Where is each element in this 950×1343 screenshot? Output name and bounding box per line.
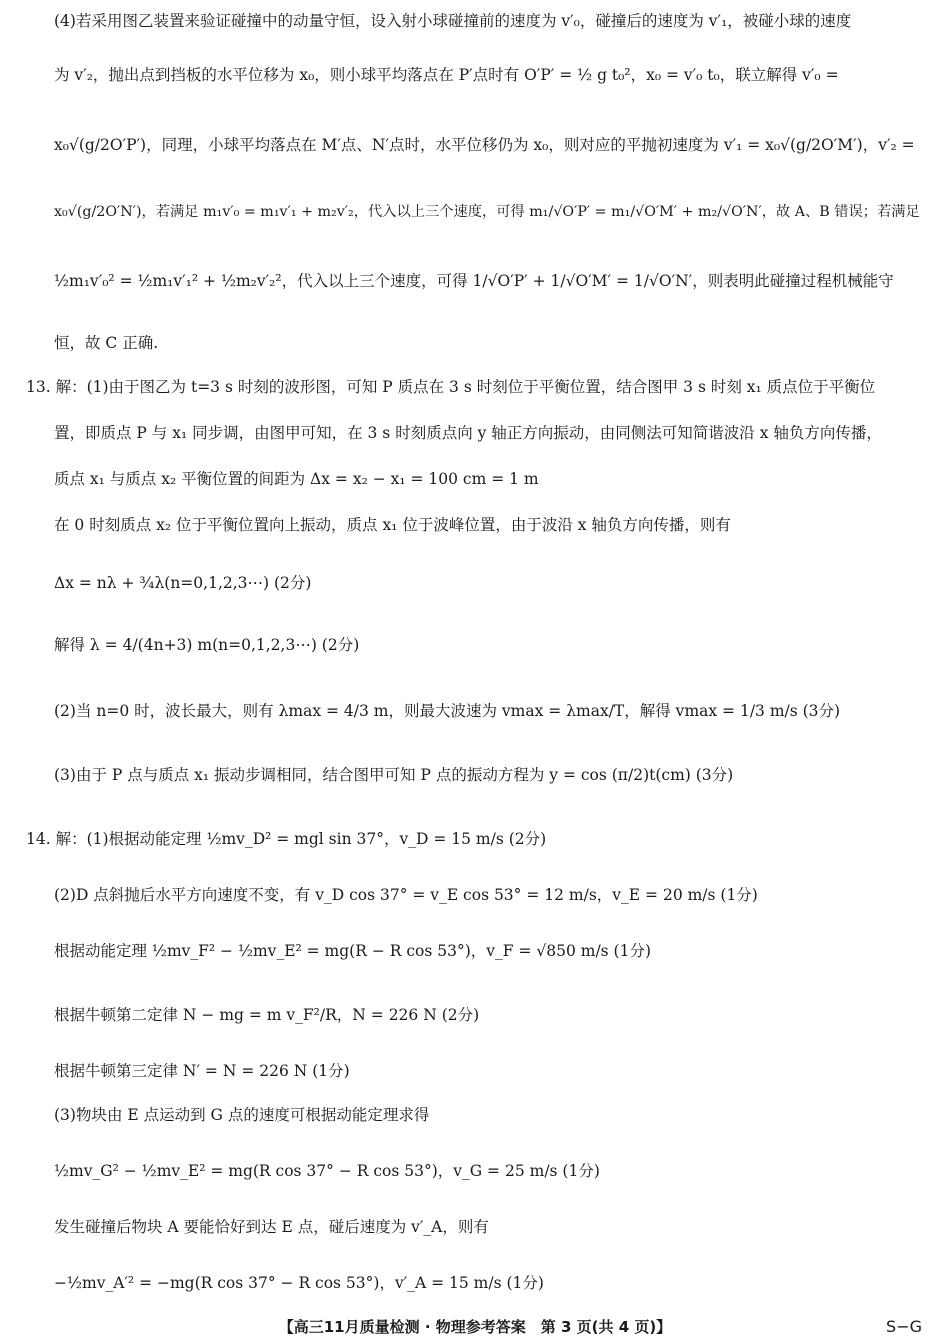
q13-line-8: (3)由于 P 点与质点 x₁ 振动步调相同，结合图甲可知 P 点的振动方程为 y = cos (π/2)t(cm) (3分) (54, 766, 734, 784)
q13-line-5: Δx = nλ + ¾λ(n=0,1,2,3⋯) (2分) (54, 574, 312, 592)
q14-line-9: −½mv_A′² = −mg(R cos 37° − R cos 53°)，v′_A = 15 m/s (1分) (54, 1274, 544, 1292)
q12-part4-line-3: x₀√(g/2O′P′)，同理，小球平均落点在 M′点、N′点时，水平位移仍为 x₀，则对应的平抛初速度为 v′₁ = x₀√(g/2O′M′)，v′₂ = (54, 136, 915, 154)
q13-line-2: 置，即质点 P 与 x₁ 同步调，由图甲可知，在 3 s 时刻质点向 y 轴正方向振动，由同侧法可知简谐波沿 x 轴负方向传播， (54, 424, 882, 442)
page-footer: 【高三11月质量检测 · 物理参考答案 第 3 页(共 4 页)】 (278, 1318, 672, 1336)
q14-line-7: ½mv_G² − ½mv_E² = mg(R cos 37° − R cos 53°)，v_G = 25 m/s (1分) (54, 1162, 600, 1180)
q14-line-6: (3)物块由 E 点运动到 G 点的速度可根据动能定理求得 (54, 1106, 430, 1124)
q12-part4-line-1: (4)若采用图乙装置来验证碰撞中的动量守恒，设入射小球碰撞前的速度为 v′₀，碰撞后的速度为 v′₁，被碰小球的速度 (54, 12, 852, 30)
q14-line-8: 发生碰撞后物块 A 要能恰好到达 E 点，碰后速度为 v′_A，则有 (54, 1218, 489, 1236)
q13-line-1: 13. 解：(1)由于图乙为 t=3 s 时刻的波形图，可知 P 质点在 3 s 时刻位于平衡位置，结合图甲 3 s 时刻 x₁ 质点位于平衡位 (26, 378, 876, 396)
q13-line-7: (2)当 n=0 时，波长最大，则有 λmax = 4/3 m，则最大波速为 vmax = λmax/T，解得 vmax = 1/3 m/s (3分) (54, 702, 841, 720)
q12-part4-line-5: ½m₁v′₀² = ½m₁v′₁² + ½m₂v′₂²，代入以上三个速度，可得 1/√O′P′ + 1/√O′M′ = 1/√O′N′，则表明此碰撞过程机械能守 (54, 272, 894, 290)
q14-line-3: 根据动能定理 ½mv_F² − ½mv_E² = mg(R − R cos 53°)，v_F = √850 m/s (1分) (54, 942, 652, 960)
q13-line-3: 质点 x₁ 与质点 x₂ 平衡位置的间距为 Δx = x₂ − x₁ = 100 cm = 1 m (54, 470, 539, 488)
paper-code: S−G (886, 1317, 922, 1336)
q14-line-4: 根据牛顿第二定律 N − mg = m v_F²/R，N = 226 N (2分) (54, 1006, 480, 1024)
q12-part4-line-6: 恒，故 C 正确. (54, 334, 159, 352)
q14-line-1: 14. 解：(1)根据动能定理 ½mv_D² = mgl sin 37°，v_D = 15 m/s (2分) (26, 830, 547, 848)
q13-line-4: 在 0 时刻质点 x₂ 位于平衡位置向上振动，质点 x₁ 位于波峰位置，由于波沿 x 轴负方向传播，则有 (54, 516, 731, 534)
q12-part4-line-4: x₀√(g/2O′N′)，若满足 m₁v′₀ = m₁v′₁ + m₂v′₂，代入以上三个速度，可得 m₁/√O′P′ = m₁/√O′M′ + m₂/√O′N′，故 A、B 错误；若满足 (54, 204, 920, 220)
q13-line-6: 解得 λ = 4/(4n+3) m(n=0,1,2,3⋯) (2分) (54, 636, 360, 654)
q14-line-2: (2)D 点斜抛后水平方向速度不变，有 v_D cos 37° = v_E cos 53° = 12 m/s，v_E = 20 m/s (1分) (54, 886, 758, 904)
q12-part4-line-2: 为 v′₂，抛出点到挡板的水平位移为 x₀，则小球平均落点在 P′点时有 O′P′ = ½ g t₀²，x₀ = v′₀ t₀，联立解得 v′₀ = (54, 66, 839, 84)
q14-line-5: 根据牛顿第三定律 N′ = N = 226 N (1分) (54, 1062, 350, 1080)
